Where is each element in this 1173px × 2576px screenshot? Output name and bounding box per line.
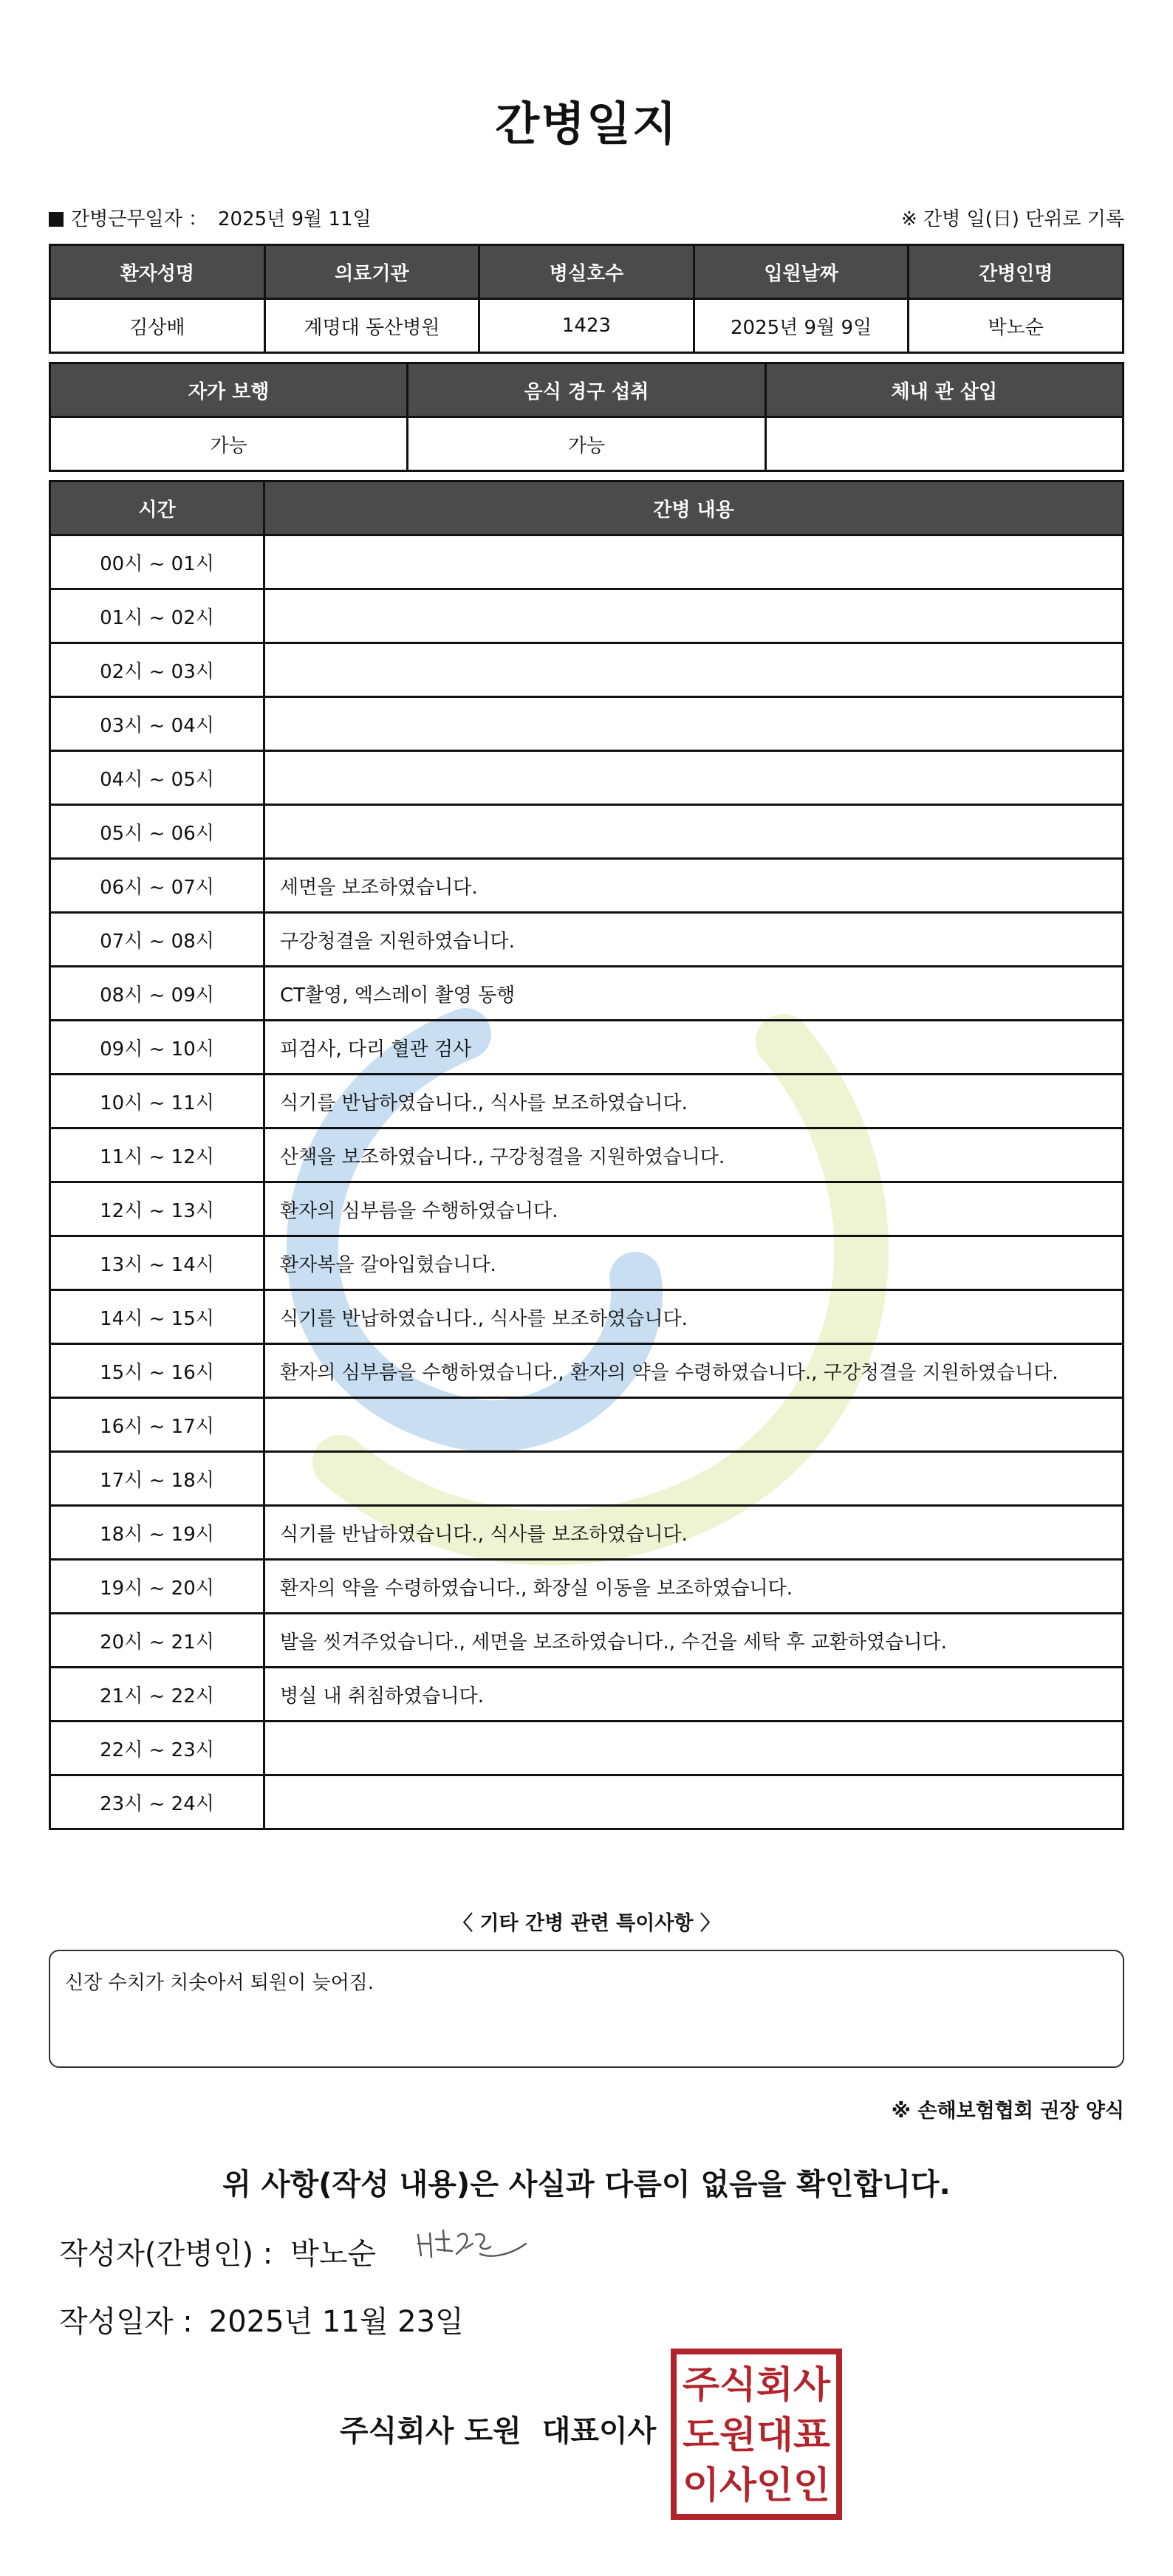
care-log-note <box>264 1398 1124 1452</box>
care-log-note: 구강청결을 지원하였습니다. <box>264 913 1124 967</box>
seal-text-line: 도원대표 <box>683 2414 831 2456</box>
care-log-row <box>50 967 1124 1021</box>
caregiver-name: 박노순 <box>909 299 1124 353</box>
header-patient-name: 환자성명 <box>50 245 265 299</box>
care-log-note: 식기를 반납하였습니다., 식사를 보조하였습니다. <box>264 1075 1124 1128</box>
patient-info-value-row <box>50 299 1124 353</box>
patient-name: 김상배 <box>50 299 265 353</box>
header-oral-intake: 음식 경구 섭취 <box>408 363 765 417</box>
care-log-time: 01시 ~ 02시 <box>50 589 264 643</box>
care-log-note: CT촬영, 엑스레이 촬영 동행 <box>264 967 1124 1021</box>
care-log-note: 피검사, 다리 혈관 검사 <box>264 1021 1124 1075</box>
care-log-note: 환자의 심부름을 수행하였습니다. <box>264 1182 1124 1236</box>
care-log-note <box>264 805 1124 859</box>
care-log-row <box>50 1128 1124 1182</box>
care-log-time: 00시 ~ 01시 <box>50 535 264 589</box>
care-log-note: 병실 내 취침하였습니다. <box>264 1668 1124 1722</box>
seal-text-line: 주식회사 <box>683 2363 831 2406</box>
write-date-line <box>59 2298 464 2340</box>
self-walking-value: 가능 <box>50 417 408 471</box>
header-hospital: 의료기관 <box>264 245 479 299</box>
write-date-label: 작성일자 : <box>59 2305 193 2339</box>
patient-status-header-row <box>50 363 1124 417</box>
care-log-time: 21시 ~ 22시 <box>50 1668 264 1722</box>
care-log-time: 04시 ~ 05시 <box>50 751 264 805</box>
form-source-note: ※ 손해보험협회 권장 양식 <box>891 2100 1124 2123</box>
care-log-note: 환자의 약을 수령하였습니다., 화장실 이동을 보조하였습니다. <box>264 1560 1124 1614</box>
care-log-row <box>50 1722 1124 1775</box>
care-log-row <box>50 643 1124 697</box>
writer-name: 박노순 <box>290 2237 377 2271</box>
care-log-note <box>264 1722 1124 1775</box>
care-log-row <box>50 1398 1124 1452</box>
seal-text-line: 이사인인 <box>683 2464 830 2507</box>
care-log-note: 발을 씻겨주었습니다., 세면을 보조하였습니다., 수건을 세탁 후 교환하였습니다. <box>264 1614 1124 1668</box>
work-date <box>49 204 372 231</box>
care-log-time: 20시 ~ 21시 <box>50 1614 264 1668</box>
care-log-note <box>264 751 1124 805</box>
write-date-value: 2025년 11월 23일 <box>208 2305 464 2339</box>
care-log-time: 05시 ~ 06시 <box>50 805 264 859</box>
care-log-note: 세면을 보조하였습니다. <box>264 859 1124 913</box>
care-log-time: 03시 ~ 04시 <box>50 697 264 751</box>
care-log-time: 19시 ~ 20시 <box>50 1560 264 1614</box>
room-number: 1423 <box>479 299 694 353</box>
care-log-time: 09시 ~ 10시 <box>50 1021 264 1075</box>
page-title: 간병일지 <box>495 97 678 151</box>
care-log-time: 18시 ~ 19시 <box>50 1506 264 1560</box>
header-caregiver-name: 간병인명 <box>909 245 1124 299</box>
company-representative: 대표이사 <box>541 2414 657 2448</box>
care-log-note <box>264 1452 1124 1506</box>
care-log-header-row <box>50 482 1124 535</box>
care-log-row <box>50 751 1124 805</box>
work-date-value: 2025년 9월 11일 <box>217 208 372 230</box>
record-unit-note: ※ 간병 일(日) 단위로 기록 <box>900 208 1124 230</box>
special-notes-box: 신장 수치가 치솟아서 퇴원이 늦어짐. <box>49 1950 1124 2068</box>
care-log-row <box>50 1775 1124 1829</box>
care-log-note <box>264 1775 1124 1829</box>
care-log-row <box>50 1021 1124 1075</box>
header-admission-date: 입원날짜 <box>694 245 909 299</box>
care-log-time: 17시 ~ 18시 <box>50 1452 264 1506</box>
writer-label: 작성자(간병인) : <box>59 2237 273 2271</box>
company-seal-stamp-icon <box>671 2349 842 2520</box>
care-log-time: 16시 ~ 17시 <box>50 1398 264 1452</box>
care-log-note: 식기를 반납하였습니다., 식사를 보조하였습니다. <box>264 1506 1124 1560</box>
care-log-rows <box>50 535 1124 1829</box>
care-log-row <box>50 1560 1124 1614</box>
care-log-note: 환자의 심부름을 수행하였습니다., 환자의 약을 수령하였습니다., 구강청결을 지원하였습니다. <box>264 1344 1124 1398</box>
care-log-time: 12시 ~ 13시 <box>50 1182 264 1236</box>
care-log-row <box>50 1506 1124 1560</box>
care-log-time: 06시 ~ 07시 <box>50 859 264 913</box>
tube-insertion-value <box>765 417 1123 471</box>
care-log-time: 07시 ~ 08시 <box>50 913 264 967</box>
handwritten-signature-icon <box>414 2222 532 2273</box>
care-log-note: 산책을 보조하였습니다., 구강청결을 지원하였습니다. <box>264 1128 1124 1182</box>
care-log-note <box>264 589 1124 643</box>
care-log-row <box>50 1075 1124 1128</box>
work-date-label: 간병근무일자 ： <box>71 208 208 230</box>
header-tube-insertion: 체내 관 삽입 <box>765 363 1123 417</box>
special-notes-heading: 〈 기타 간병 관련 특이사항 〉 <box>453 1912 720 1935</box>
care-log-row <box>50 1344 1124 1398</box>
patient-status-value-row <box>50 417 1124 471</box>
care-log-row <box>50 1452 1124 1506</box>
care-log-note <box>264 535 1124 589</box>
care-log-row <box>50 859 1124 913</box>
care-log-time: 02시 ~ 03시 <box>50 643 264 697</box>
care-log-note <box>264 697 1124 751</box>
care-log-row <box>50 535 1124 589</box>
patient-info-header-row <box>50 245 1124 299</box>
header-time: 시간 <box>50 482 264 535</box>
patient-info-table <box>49 244 1124 354</box>
patient-status-table <box>49 362 1124 472</box>
care-log-time: 10시 ~ 11시 <box>50 1075 264 1128</box>
company-name: 주식회사 도원 <box>340 2414 521 2448</box>
care-log-row <box>50 1614 1124 1668</box>
care-log-note: 환자복을 갈아입혔습니다. <box>264 1236 1124 1290</box>
care-log-time: 23시 ~ 24시 <box>50 1775 264 1829</box>
writer-line <box>59 2230 376 2272</box>
care-log-row <box>50 1668 1124 1722</box>
confirmation-statement: 위 사항(작성 내용)은 사실과 다름이 없음을 확인합니다. <box>222 2168 951 2202</box>
care-log-row <box>50 913 1124 967</box>
care-log-row <box>50 697 1124 751</box>
header-care-content: 간병 내용 <box>264 482 1124 535</box>
care-log-time: 14시 ~ 15시 <box>50 1290 264 1344</box>
care-log-note: 식기를 반납하였습니다., 식사를 보조하였습니다. <box>264 1290 1124 1344</box>
care-log-row <box>50 1182 1124 1236</box>
work-date-row <box>49 201 1124 230</box>
header-room-number: 병실호수 <box>479 245 694 299</box>
care-log-time: 11시 ~ 12시 <box>50 1128 264 1182</box>
header-self-walking: 자가 보행 <box>50 363 408 417</box>
care-log-time: 13시 ~ 14시 <box>50 1236 264 1290</box>
care-log-time: 15시 ~ 16시 <box>50 1344 264 1398</box>
admission-date: 2025년 9월 9일 <box>694 299 909 353</box>
care-log-row <box>50 805 1124 859</box>
care-log-row <box>50 1290 1124 1344</box>
square-bullet-icon <box>49 212 64 227</box>
care-log-time: 08시 ~ 09시 <box>50 967 264 1021</box>
care-log-row <box>50 589 1124 643</box>
care-log-row <box>50 1236 1124 1290</box>
care-log-note <box>264 643 1124 697</box>
care-log-time: 22시 ~ 23시 <box>50 1722 264 1775</box>
company-signature-line <box>340 2408 656 2450</box>
hospital-name: 계명대 동산병원 <box>264 299 479 353</box>
oral-intake-value: 가능 <box>408 417 765 471</box>
hourly-care-log-table <box>49 480 1124 1830</box>
